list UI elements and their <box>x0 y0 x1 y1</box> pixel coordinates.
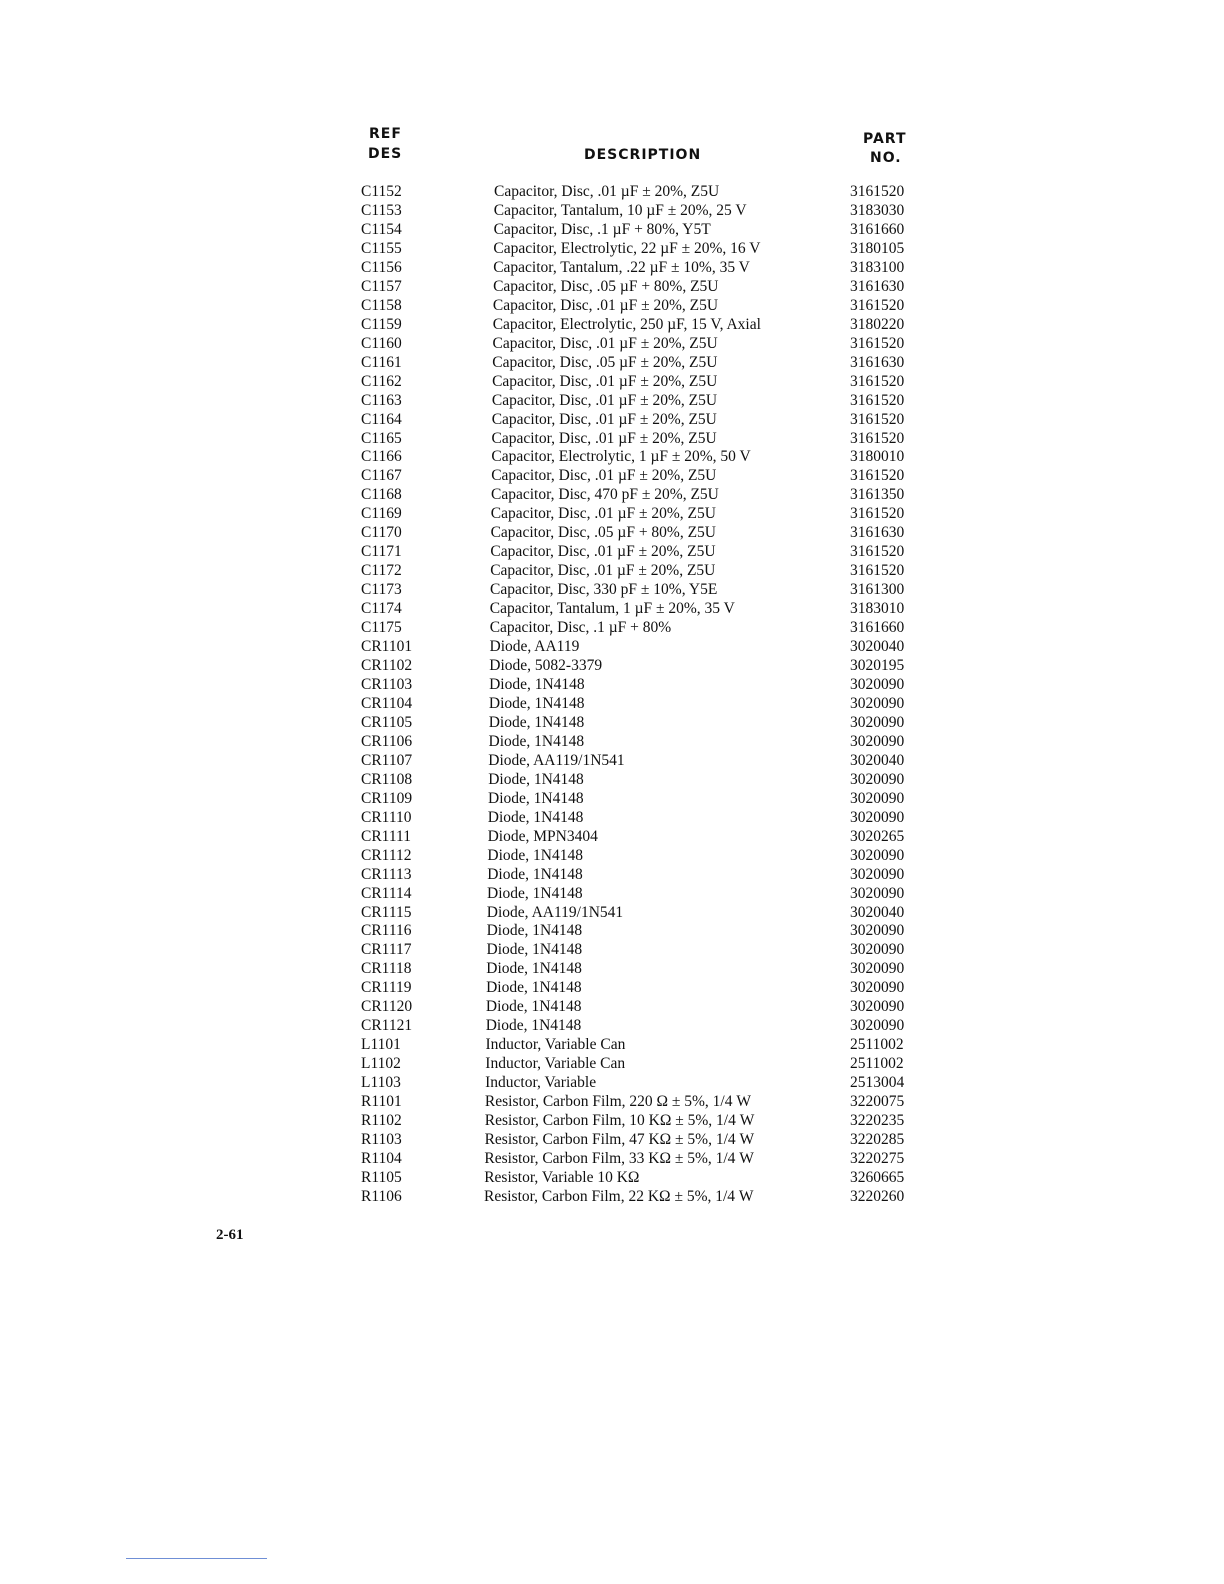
table-row <box>360 485 920 504</box>
ref-des-cell: C1164 <box>361 410 402 428</box>
part-number-cell: 3020090 <box>850 941 905 959</box>
table-row <box>360 315 920 334</box>
table-row <box>360 410 920 429</box>
ref-des-cell: CR1118 <box>361 960 412 978</box>
table-row <box>360 921 920 940</box>
table-row <box>360 296 920 315</box>
table-row <box>360 694 920 713</box>
description-cell: Resistor, Carbon Film, 47 KΩ ± 5%, 1/4 W <box>484 1131 755 1148</box>
header-part: PART <box>863 131 907 147</box>
description-cell: Inductor, Variable <box>485 1074 597 1092</box>
ref-des-cell: C1161 <box>361 353 402 371</box>
table-row <box>360 997 920 1016</box>
description-cell: Capacitor, Disc, .01 µF ± 20%, Z5U <box>491 467 717 485</box>
ref-des-cell: C1154 <box>361 220 402 238</box>
part-number-cell: 3020040 <box>850 638 905 655</box>
ref-des-cell: C1159 <box>361 315 402 333</box>
table-row <box>360 220 920 239</box>
table-row <box>360 447 920 466</box>
table-row <box>360 1149 920 1168</box>
table-row <box>360 1054 920 1073</box>
part-number-cell: 3020040 <box>850 751 905 769</box>
part-number-cell: 3161520 <box>850 296 905 314</box>
table-row <box>360 903 920 922</box>
header-ref: REF <box>369 126 402 142</box>
table-row <box>360 523 920 542</box>
ref-des-cell: CR1102 <box>361 657 413 674</box>
description-cell: Inductor, Variable Can <box>485 1036 626 1054</box>
ref-des-cell: CR1120 <box>361 998 413 1016</box>
part-number-cell: 3020090 <box>850 922 905 940</box>
part-number-cell: 3161520 <box>850 562 905 580</box>
description-cell: Capacitor, Disc, .01 µF ± 20%, Z5U <box>491 391 718 409</box>
footer-rule <box>126 1558 267 1559</box>
part-number-cell: 3180010 <box>850 448 905 466</box>
description-cell: Capacitor, Disc, .01 µF ± 20%, Z5U <box>492 296 719 314</box>
table-row <box>360 561 920 580</box>
description-cell: Diode, 1N4148 <box>488 713 585 731</box>
part-number-cell: 3161520 <box>850 334 905 352</box>
part-number-cell: 3161520 <box>850 372 905 390</box>
ref-des-cell: L1103 <box>361 1074 401 1092</box>
description-cell: Diode, 1N4148 <box>486 979 582 997</box>
part-number-cell: 3161630 <box>850 353 905 371</box>
description-cell: Capacitor, Disc, 330 pF ± 10%, Y5E <box>490 581 718 599</box>
table-row <box>360 808 920 827</box>
ref-des-cell: C1158 <box>361 296 402 314</box>
table-row <box>360 713 920 732</box>
description-cell: Resistor, Carbon Film, 10 KΩ ± 5%, 1/4 W <box>484 1112 755 1129</box>
ref-des-cell: CR1108 <box>361 770 413 788</box>
table-row <box>360 239 920 258</box>
ref-des-cell: C1168 <box>361 486 402 504</box>
part-number-cell: 3161630 <box>850 277 905 295</box>
ref-des-cell: L1101 <box>361 1036 401 1054</box>
ref-des-cell: CR1113 <box>361 865 412 883</box>
part-number-cell: 3020090 <box>850 770 905 788</box>
ref-des-cell: CR1104 <box>361 694 413 712</box>
ref-des-cell: R1106 <box>361 1187 402 1205</box>
description-cell: Capacitor, Disc, .05 µF + 80%, Z5U <box>490 524 717 542</box>
ref-des-cell: C1153 <box>361 202 402 219</box>
part-number-cell: 3020090 <box>850 789 905 807</box>
part-number-cell: 3161520 <box>850 391 905 409</box>
table-row <box>360 334 920 353</box>
description-cell: Capacitor, Electrolytic, 250 µF, 15 V, Axial <box>492 315 761 333</box>
part-number-cell: 3180220 <box>850 315 905 333</box>
table-row <box>360 182 920 201</box>
table-row <box>360 372 920 391</box>
ref-des-cell: C1162 <box>361 372 402 390</box>
part-number-cell: 3161300 <box>850 581 905 599</box>
description-cell: Capacitor, Electrolytic, 1 µF ± 20%, 50 V <box>491 448 751 466</box>
description-cell: Diode, 1N4148 <box>486 922 583 940</box>
description-cell: Capacitor, Disc, .01 µF ± 20%, Z5U <box>492 372 718 390</box>
description-cell: Resistor, Carbon Film, 22 KΩ ± 5%, 1/4 W <box>484 1187 754 1205</box>
part-number-cell: 3161520 <box>850 183 905 200</box>
part-number-cell: 3020090 <box>850 676 905 693</box>
description-cell: Diode, 1N4148 <box>486 960 582 978</box>
table-row <box>360 618 920 637</box>
part-number-cell: 3220275 <box>850 1150 905 1167</box>
table-row <box>360 466 920 485</box>
ref-des-cell: C1156 <box>361 258 402 276</box>
part-number-cell: 2511002 <box>850 1055 904 1073</box>
table-row <box>360 1073 920 1092</box>
part-number-cell: 3020090 <box>850 979 905 997</box>
description-cell: Diode, 1N4148 <box>487 846 583 864</box>
table-row <box>360 353 920 372</box>
description-cell: Capacitor, Disc, 470 pF ± 20%, Z5U <box>491 486 719 504</box>
table-row <box>360 258 920 277</box>
table-row <box>360 1092 920 1111</box>
ref-des-cell: CR1117 <box>361 941 412 959</box>
ref-des-cell: C1155 <box>361 239 402 257</box>
description-cell: Diode, 1N4148 <box>485 1017 582 1035</box>
ref-des-cell: CR1115 <box>361 903 412 921</box>
ref-des-cell: R1105 <box>361 1168 402 1186</box>
table-row <box>360 1016 920 1035</box>
description-cell: Capacitor, Disc, .01 µF ± 20%, Z5U <box>490 562 716 580</box>
description-cell: Diode, MPN3404 <box>487 827 598 845</box>
part-number-cell: 3220285 <box>850 1131 905 1148</box>
part-number-cell: 3020090 <box>850 884 905 902</box>
header-description: DESCRIPTION <box>584 147 702 163</box>
ref-des-cell: C1157 <box>361 277 402 295</box>
table-row <box>360 201 920 220</box>
table-row <box>360 865 920 884</box>
description-cell: Capacitor, Disc, .01 µF ± 20%, Z5U <box>491 410 717 428</box>
ref-des-cell: C1165 <box>361 429 402 447</box>
table-row <box>360 542 920 561</box>
table-row <box>360 1168 920 1187</box>
ref-des-cell: C1166 <box>361 448 402 466</box>
part-number-cell: 3161520 <box>850 467 905 485</box>
part-number-cell: 3020090 <box>850 865 905 883</box>
description-cell: Capacitor, Tantalum, 10 µF ± 20%, 25 V <box>493 202 747 219</box>
part-number-cell: 3020265 <box>850 827 905 845</box>
table-row <box>360 580 920 599</box>
part-number-cell: 3161660 <box>850 619 905 637</box>
part-number-cell: 3161660 <box>850 220 905 238</box>
description-cell: Resistor, Carbon Film, 220 Ω ± 5%, 1/4 W <box>484 1093 751 1111</box>
description-cell: Capacitor, Disc, .01 µF ± 20%, Z5U <box>492 334 718 352</box>
page-number: 2-61 <box>216 1227 244 1243</box>
table-row <box>360 789 920 808</box>
part-number-cell: 3020090 <box>850 732 905 750</box>
part-number-cell: 3020195 <box>850 657 905 674</box>
description-cell: Diode, AA119/1N541 <box>486 903 624 921</box>
description-cell: Diode, 1N4148 <box>487 884 583 902</box>
ref-des-cell: L1102 <box>361 1055 401 1073</box>
description-cell: Diode, 1N4148 <box>486 941 583 959</box>
ref-des-cell: R1101 <box>361 1093 402 1111</box>
ref-des-cell: CR1112 <box>361 846 412 864</box>
part-number-cell: 3020090 <box>850 998 905 1016</box>
ref-des-cell: C1175 <box>361 619 402 637</box>
ref-des-cell: R1102 <box>361 1112 402 1129</box>
part-number-cell: 3183010 <box>850 600 905 618</box>
part-number-cell: 3220235 <box>850 1112 905 1129</box>
description-cell: Capacitor, Disc, .01 µF ± 20%, Z5U <box>490 543 716 561</box>
table-row <box>360 504 920 523</box>
description-cell: Resistor, Carbon Film, 33 KΩ ± 5%, 1/4 W <box>484 1150 754 1167</box>
table-row <box>360 599 920 618</box>
table-row <box>360 827 920 846</box>
table-row <box>360 884 920 903</box>
table-row <box>360 1035 920 1054</box>
description-cell: Diode, 1N4148 <box>488 732 585 750</box>
table-row <box>360 277 920 296</box>
table-row <box>360 978 920 997</box>
table-row <box>360 846 920 865</box>
part-number-cell: 3180105 <box>850 239 905 257</box>
table-row <box>360 1187 920 1206</box>
table-row <box>360 429 920 448</box>
description-cell: Diode, 1N4148 <box>488 789 584 807</box>
table-row <box>360 751 920 770</box>
ref-des-cell: C1174 <box>361 600 402 618</box>
ref-des-cell: C1167 <box>361 467 402 485</box>
description-cell: Inductor, Variable Can <box>485 1055 626 1073</box>
ref-des-cell: C1163 <box>361 391 402 409</box>
table-row <box>360 940 920 959</box>
table-row <box>360 637 920 656</box>
description-cell: Diode, AA119/1N541 <box>488 751 625 769</box>
part-number-cell: 3020090 <box>850 694 905 712</box>
ref-des-cell: C1160 <box>361 334 402 352</box>
ref-des-cell: CR1121 <box>361 1017 413 1035</box>
ref-des-cell: CR1106 <box>361 732 413 750</box>
ref-des-cell: CR1109 <box>361 789 413 807</box>
ref-des-cell: CR1116 <box>361 922 412 940</box>
part-number-cell: 3220075 <box>850 1093 905 1111</box>
description-cell: Diode, AA119 <box>489 638 580 655</box>
part-number-cell: 3020090 <box>850 960 905 978</box>
description-cell: Capacitor, Disc, .1 µF + 80%, Y5T <box>493 220 711 238</box>
ref-des-cell: R1103 <box>361 1131 402 1148</box>
ref-des-cell: R1104 <box>361 1150 402 1167</box>
part-number-cell: 3020090 <box>850 713 905 731</box>
table-row <box>360 732 920 751</box>
description-cell: Diode, 1N4148 <box>488 694 585 712</box>
ref-des-cell: C1171 <box>361 543 402 561</box>
ref-des-cell: CR1105 <box>361 713 413 731</box>
header-no: NO. <box>870 150 902 166</box>
ref-des-cell: C1173 <box>361 581 402 599</box>
description-cell: Capacitor, Disc, .05 µF + 80%, Z5U <box>493 277 719 295</box>
description-cell: Capacitor, Disc, .1 µF + 80% <box>489 619 672 637</box>
description-cell: Resistor, Variable 10 KΩ <box>484 1168 640 1186</box>
ref-des-cell: C1169 <box>361 505 402 523</box>
part-number-cell: 3161520 <box>850 543 905 561</box>
part-number-cell: 3161630 <box>850 524 905 542</box>
ref-des-cell: C1172 <box>361 562 402 580</box>
ref-des-cell: CR1119 <box>361 979 412 997</box>
part-number-cell: 3020040 <box>850 903 905 921</box>
table-row <box>360 959 920 978</box>
description-cell: Capacitor, Disc, .01 µF ± 20%, Z5U <box>494 183 720 200</box>
part-number-cell: 3020090 <box>850 808 905 826</box>
description-cell: Capacitor, Disc, .01 µF ± 20%, Z5U <box>490 505 716 523</box>
description-cell: Capacitor, Disc, .05 µF ± 20%, Z5U <box>492 353 718 371</box>
description-cell: Capacitor, Disc, .01 µF ± 20%, Z5U <box>491 429 717 447</box>
header-des: DES <box>368 146 403 162</box>
description-cell: Diode, 1N4148 <box>485 998 582 1016</box>
part-number-cell: 3220260 <box>850 1187 905 1205</box>
part-number-cell: 3161350 <box>850 486 905 504</box>
description-cell: Capacitor, Tantalum, .22 µF ± 10%, 35 V <box>493 258 750 276</box>
part-number-cell: 3020090 <box>850 1017 905 1035</box>
description-cell: Diode, 1N4148 <box>487 865 583 883</box>
part-number-cell: 3183030 <box>850 202 905 219</box>
table-row <box>360 391 920 410</box>
part-number-cell: 3161520 <box>850 505 905 523</box>
ref-des-cell: CR1101 <box>361 638 413 655</box>
table-row <box>360 1130 920 1149</box>
description-cell: Capacitor, Electrolytic, 22 µF ± 20%, 16 V <box>493 239 761 257</box>
description-cell: Diode, 1N4148 <box>489 676 585 693</box>
part-number-cell: 3161520 <box>850 410 905 428</box>
part-number-cell: 3183100 <box>850 258 905 276</box>
table-row <box>360 656 920 675</box>
table-row <box>360 675 920 694</box>
ref-des-cell: CR1103 <box>361 676 413 693</box>
part-number-cell: 2511002 <box>850 1036 904 1054</box>
ref-des-cell: C1170 <box>361 524 402 542</box>
part-number-cell: 3020090 <box>850 846 905 864</box>
ref-des-cell: CR1114 <box>361 884 412 902</box>
description-cell: Diode, 1N4148 <box>488 770 584 788</box>
description-cell: Diode, 5082-3379 <box>489 657 603 674</box>
part-number-cell: 3161520 <box>850 429 905 447</box>
ref-des-cell: CR1110 <box>361 808 412 826</box>
ref-des-cell: CR1107 <box>361 751 413 769</box>
description-cell: Diode, 1N4148 <box>487 808 584 826</box>
table-row <box>360 1111 920 1130</box>
ref-des-cell: CR1111 <box>361 827 411 845</box>
description-cell: Capacitor, Tantalum, 1 µF ± 20%, 35 V <box>489 600 735 618</box>
part-number-cell: 2513004 <box>850 1074 905 1092</box>
table-row <box>360 770 920 789</box>
ref-des-cell: C1152 <box>361 183 402 200</box>
part-number-cell: 3260665 <box>850 1168 905 1186</box>
